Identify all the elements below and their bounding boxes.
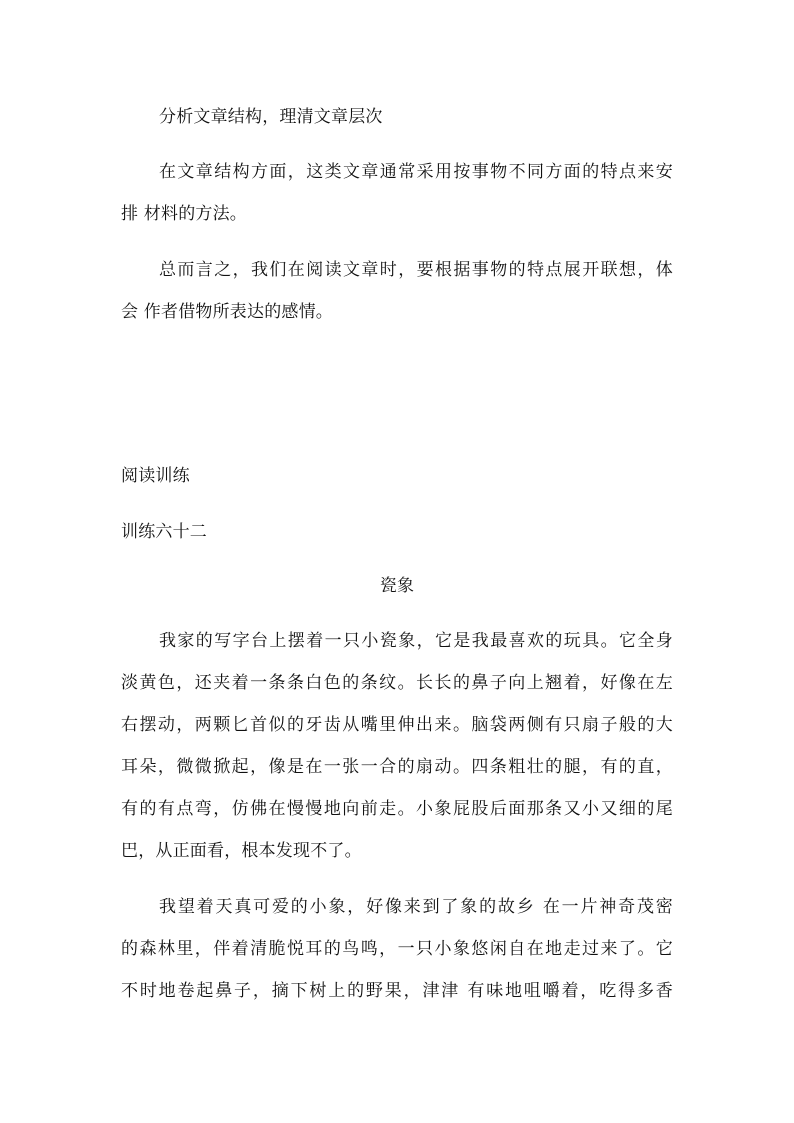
paragraph-line: 不时地卷起鼻子，摘下树上的野果，津津 有味地咀嚼着，吃得多香 [121,981,673,1001]
section-heading: 分析文章结构，理清文章层次 [159,107,383,127]
paragraph-line: 我家的写字台上摆着一只小瓷象，它是我最喜欢的玩具。它全身 [159,631,673,651]
paragraph-line: 右摆动，两颗匕首似的牙齿从嘴里伸出来。脑袋两侧有只扇子般的大 [121,715,673,735]
paragraph-line: 巴，从正面看，根本发现不了。 [121,841,362,861]
paragraph-line: 在文章结构方面，这类文章通常采用按事物不同方面的特点来安 [159,162,673,182]
article-title: 瓷象 [379,576,415,596]
exercise-subheading: 训练六十二 [121,522,207,542]
paragraph-line: 的森林里，伴着清脆悦耳的鸟鸣，一只小象悠闲自在地走过来了。它 [121,939,673,959]
paragraph-line: 总而言之，我们在阅读文章时，要根据事物的特点展开联想，体 [159,260,673,280]
paragraph-line: 淡黄色，还夹着一条条白色的条纹。长长的鼻子向上翘着，好像在左 [121,673,673,693]
section-heading: 阅读训练 [121,466,190,486]
paragraph-line: 有的有点弯，仿佛在慢慢地向前走。小象屁股后面那条又小又细的尾 [121,799,673,819]
paragraph-line: 耳朵，微微掀起，像是在一张一合的扇动。四条粗壮的腿，有的直， [121,757,673,777]
paragraph-line: 排 材料的方法。 [121,204,248,224]
paragraph-line: 会 作者借物所表达的感情。 [121,302,334,322]
paragraph-line: 我望着天真可爱的小象，好像来到了象的故乡 在一片神奇茂密 [159,897,673,917]
